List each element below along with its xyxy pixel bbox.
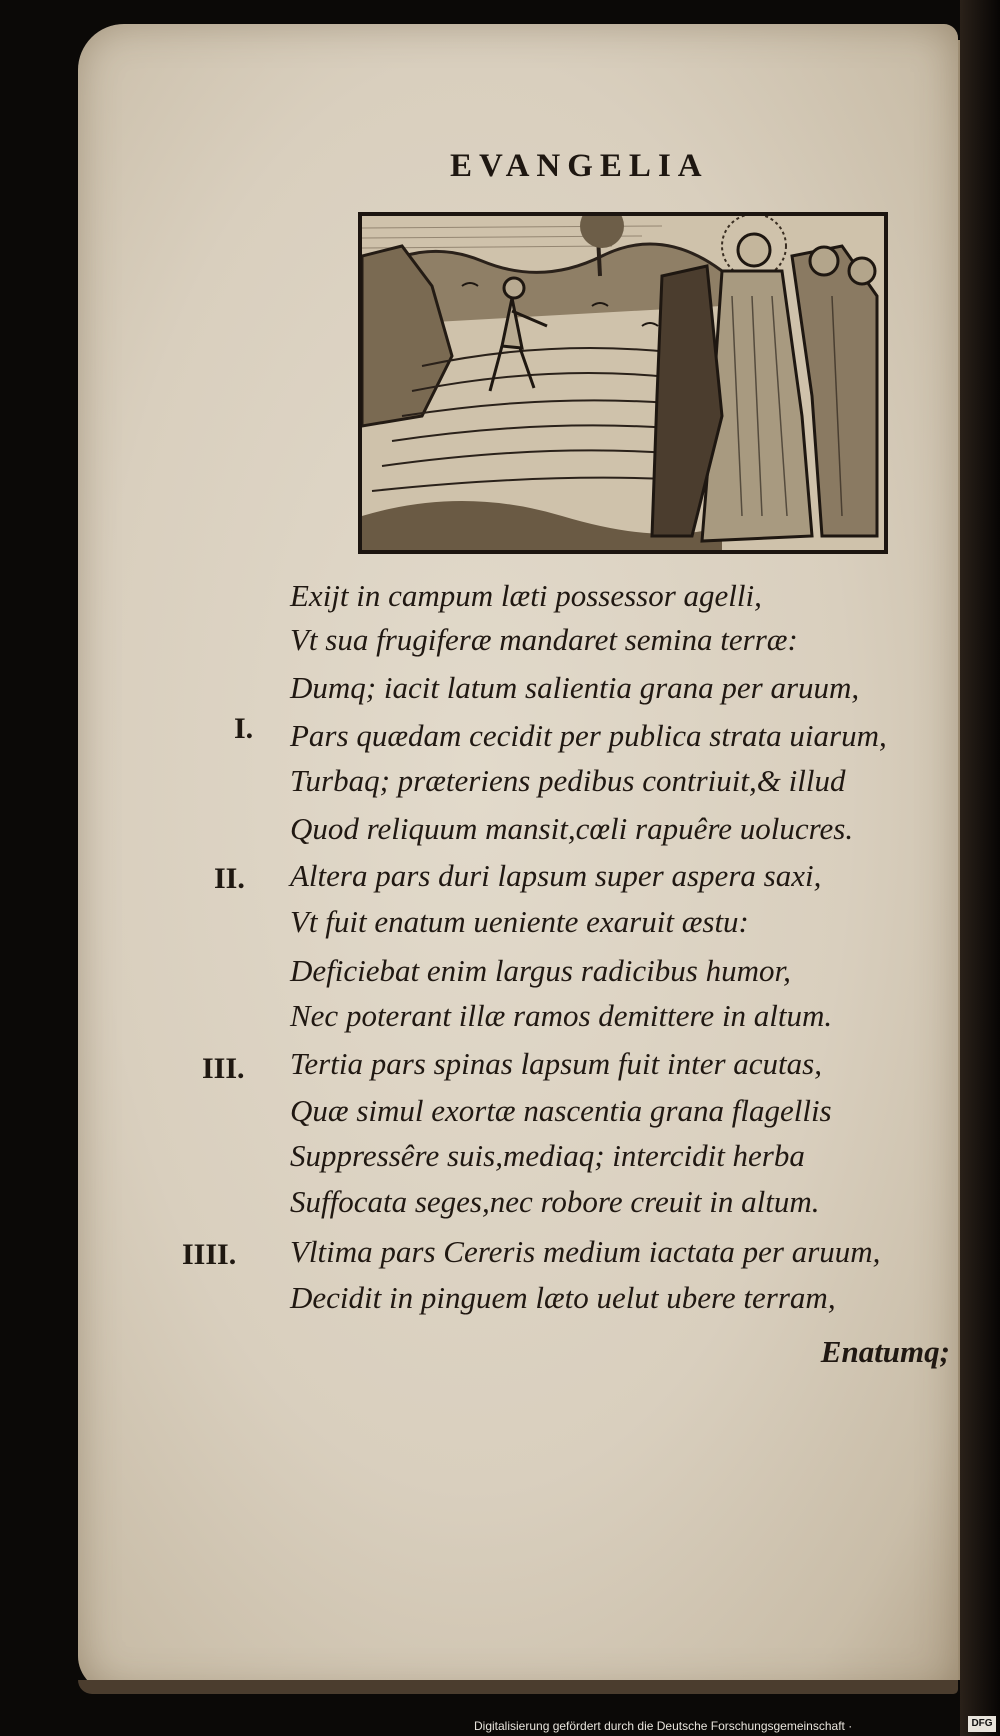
catchword: Enatumq; [820, 1334, 950, 1369]
woodcut-parable-of-the-sower-image [362, 216, 884, 550]
verse-line: Quod reliquum mansit,cœli rapuêre uolucres. [290, 811, 854, 846]
verse-line: Suppressêre suis,mediaq; intercidit herba [290, 1138, 805, 1173]
verse-line: Quæ simul exortæ nascentia grana flagellis [290, 1093, 832, 1128]
verse-line: Suffocata seges,nec robore creuit in altum. [290, 1184, 820, 1219]
page-bottom-edge [78, 1680, 958, 1694]
section-numeral: I. [234, 712, 254, 745]
verse-line: Vt fuit enatum ueniente exaruit æstu: [290, 904, 749, 939]
footer-credit: Digitalisierung gefördert durch die Deutsche Forschungsgemeinschaft · [474, 1719, 853, 1733]
verse-line: Decidit in pinguem læto uelut ubere terram, [290, 1280, 836, 1315]
verse-line: Vt sua frugiferæ mandaret semina terræ: [290, 622, 798, 657]
verse-line: Exijt in campum læti possessor agelli, [290, 578, 762, 613]
binding-shadow [960, 0, 1000, 1736]
verse-line: Tertia pars spinas lapsum fuit inter acutas, [290, 1046, 822, 1081]
dfg-logo: DFG [968, 1716, 996, 1732]
running-header: EVANGELIA [450, 148, 709, 184]
woodcut-illustration [358, 212, 888, 554]
verse-line: Altera pars duri lapsum super aspera saxi, [290, 858, 822, 893]
section-numeral: II. [214, 862, 245, 895]
verse-line: Vltima pars Cereris medium iactata per aruum, [290, 1234, 881, 1269]
verse-line: Turbaq; præteriens pedibus contriuit,& illud [290, 763, 846, 798]
verse-line: Nec poterant illæ ramos demittere in altum. [290, 998, 833, 1033]
verse-line: Pars quædam cecidit per publica strata uiarum, [290, 718, 887, 753]
section-numeral: IIII. [182, 1238, 237, 1271]
verse-line: Dumq; iacit latum salientia grana per aruum, [290, 670, 860, 705]
section-numeral: III. [202, 1052, 245, 1085]
verse-line: Deficiebat enim largus radicibus humor, [290, 953, 791, 988]
